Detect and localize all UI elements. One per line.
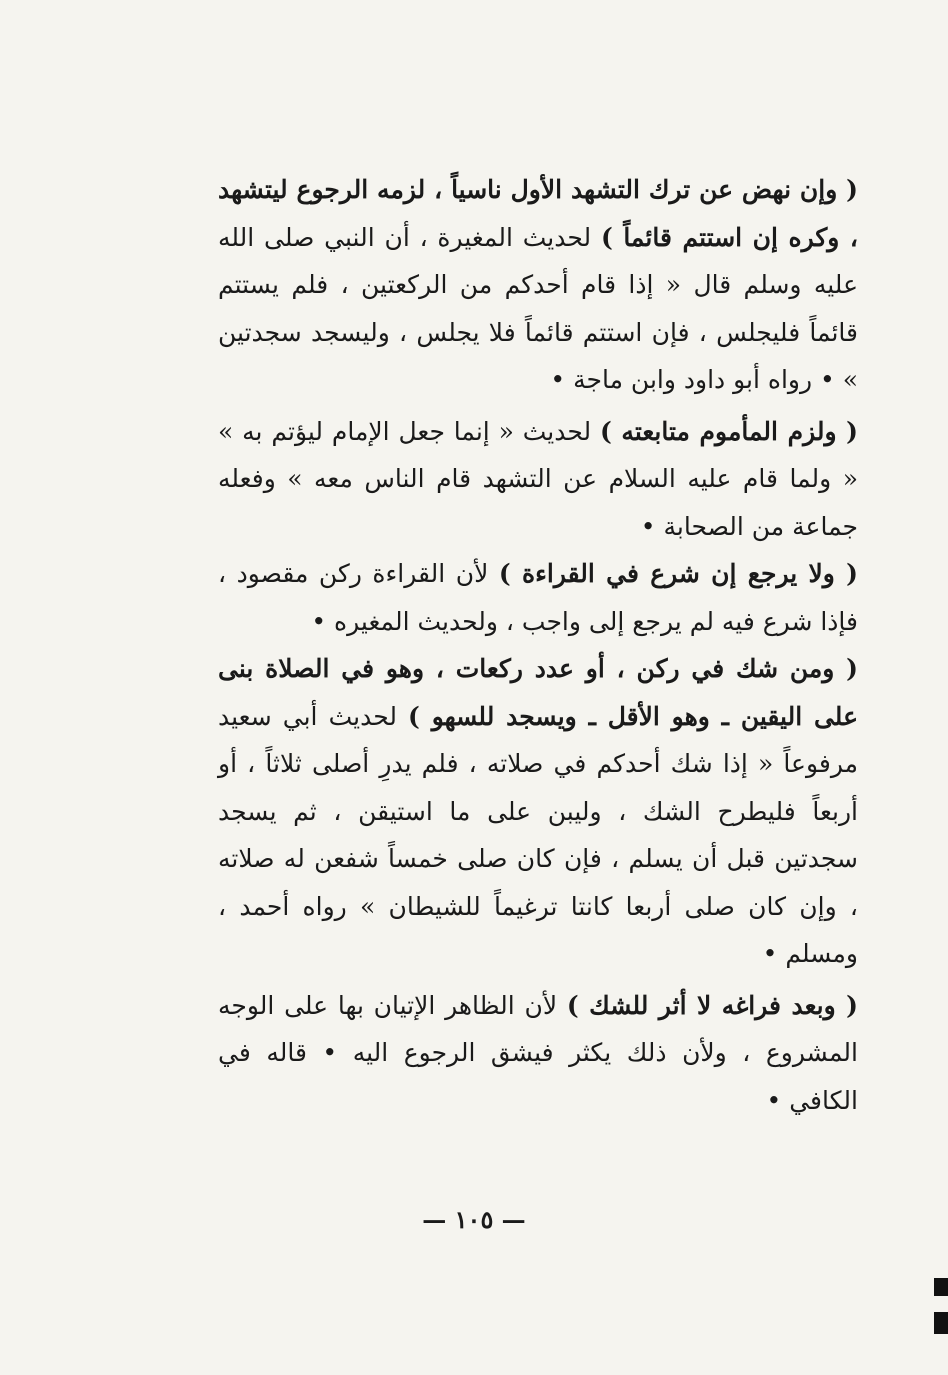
commentary-text: لحديث المغيرة ، أن النبي صلى الله عليه وسلم قال « إذا قام أحدكم من الركعتين ، فلم يستتم قائماً فليجلس ، فإن استتم قائماً فلا يجلس ، وليسجد سجدتين » • رواه أبو داود وابن ماجة • (218, 222, 858, 394)
commentary-text: لحديث « إنما جعل الإمام ليؤتم به » « ولما قام عليه السلام عن التشهد قام الناس معه » وفعله جماعة من الصحابة • (218, 416, 858, 541)
paragraph-1 (218, 166, 858, 404)
paragraph-2 (218, 408, 858, 551)
commentary-text: لأن القراءة ركن مقصود ، فإذا شرع فيه لم يرجع إلى واجب ، ولحديث المغيره • (218, 559, 858, 636)
paragraph-3 (218, 550, 858, 645)
page-body (218, 166, 858, 1124)
paragraph-5 (218, 982, 858, 1125)
matn-text: ( ولا يرجع إن شرع في القراءة ) (498, 559, 858, 588)
scan-edge-mark (934, 1312, 948, 1334)
commentary-text: لحديث أبي سعيد مرفوعاً « إذا شك أحدكم في صلاته ، فلم يدرِ أصلى ثلاثاً ، أو أربعاً فليطرح الشك ، وليبن على ما استيقن ، ثم يسجد سجدتين قبل أن يسلم ، فإن كان صلى خمساً شفعن له صلاته ، وإن كان صلى أربعا كانتا ترغيماً للشيطان » رواه أحمد ، ومسلم • (218, 701, 858, 968)
matn-text: ( ولزم المأموم متابعته ) (599, 416, 858, 446)
matn-text: ( وإن نهض عن ترك التشهد الأول ناسياً ، لزمه الرجوع ليتشهد ، وكره إن استتم قائماً ) (218, 175, 858, 252)
matn-text: ( وبعد فراغه لا أثر للشك ) (566, 990, 858, 1020)
scan-edge-mark (934, 1278, 948, 1296)
page-number: — ١٠٥ — (422, 1205, 526, 1234)
matn-text: ( ومن شك في ركن ، أو عدد ركعات ، وهو في الصلاة بنى على اليقين ـ وهو الأقل ـ ويسجد للسهو ) (218, 654, 859, 731)
paragraph-4 (218, 645, 858, 978)
commentary-text: لأن الظاهر الإتيان بها على الوجه المشروع ، ولأن ذلك يكثر فيشق الرجوع اليه • قاله في الكافي • (218, 990, 858, 1115)
